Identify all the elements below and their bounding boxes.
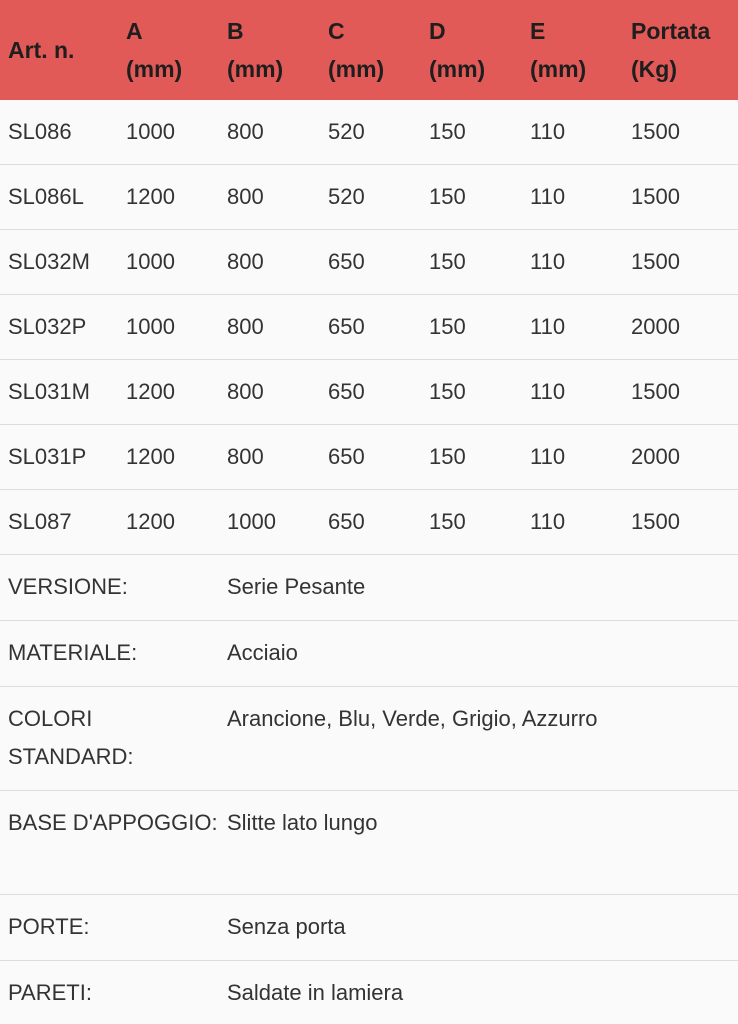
- cell-a: 1200: [118, 165, 219, 230]
- cell-d: 150: [421, 360, 522, 425]
- cell-c: 520: [328, 119, 365, 144]
- cell-portata: 1500: [623, 490, 738, 555]
- header-label: C: [328, 18, 345, 44]
- cell-c: 650: [320, 425, 421, 490]
- cell-b: 800: [219, 230, 320, 295]
- property-value: Serie Pesante: [219, 555, 738, 621]
- table-header-row: [0, 0, 738, 100]
- header-unit: (mm): [126, 56, 183, 82]
- cell-a: 1000: [118, 295, 219, 360]
- table-row: [0, 230, 738, 295]
- property-row-base: [0, 791, 738, 895]
- header-unit: (mm): [429, 56, 486, 82]
- cell-d: 150: [421, 490, 522, 555]
- header-unit: (mm): [328, 56, 385, 82]
- property-label: PORTE:: [0, 895, 219, 961]
- header-label: D: [429, 18, 446, 44]
- header-label: Art. n.: [8, 37, 75, 63]
- cell-e: 110: [522, 425, 623, 490]
- header-unit: (mm): [227, 56, 284, 82]
- cell-d: 150: [421, 295, 522, 360]
- property-row-colori: [0, 687, 738, 791]
- cell-e: 110: [522, 230, 623, 295]
- property-row-pareti: [0, 961, 738, 1024]
- property-label: MATERIALE:: [0, 621, 219, 687]
- cell-d: 150: [421, 230, 522, 295]
- property-value: Arancione, Blu, Verde, Grigio, Azzurro: [219, 687, 738, 791]
- cell-a: 1200: [118, 360, 219, 425]
- cell-portata: 2000: [623, 425, 738, 490]
- table-row: [0, 360, 738, 425]
- cell-portata: 1500: [623, 165, 738, 230]
- cell-article: SL086: [8, 119, 72, 144]
- header-label: E: [530, 18, 546, 44]
- cell-article: SL086L: [0, 165, 118, 230]
- cell-article: SL031P: [0, 425, 118, 490]
- header-unit: (Kg): [631, 56, 677, 82]
- cell-c: 650: [320, 490, 421, 555]
- property-value: Senza porta: [219, 895, 738, 961]
- property-label: PARETI:: [0, 961, 219, 1024]
- property-value: Slitte lato lungo: [219, 791, 738, 895]
- property-value: Acciaio: [219, 621, 738, 687]
- header-label: B: [227, 18, 244, 44]
- cell-portata: 2000: [623, 295, 738, 360]
- cell-b: 800: [219, 165, 320, 230]
- property-row-materiale: [0, 621, 738, 687]
- cell-article: SL031M: [0, 360, 118, 425]
- cell-e: 110: [522, 490, 623, 555]
- cell-a: 1000: [118, 230, 219, 295]
- cell-e: 110: [522, 165, 623, 230]
- cell-e: 110: [530, 119, 566, 144]
- cell-a: 1200: [118, 425, 219, 490]
- property-row-porte: [0, 895, 738, 961]
- cell-article: SL032M: [0, 230, 118, 295]
- cell-b: 800: [227, 119, 264, 144]
- cell-d: 150: [421, 425, 522, 490]
- cell-d: 150: [421, 165, 522, 230]
- header-art-n: [0, 0, 118, 100]
- cell-b: 800: [219, 360, 320, 425]
- header-label: A: [126, 18, 143, 44]
- cell-d: 150: [429, 119, 466, 144]
- header-d: [421, 0, 522, 100]
- header-a: [118, 0, 219, 100]
- cell-b: 800: [219, 295, 320, 360]
- property-label: VERSIONE:: [0, 555, 219, 621]
- cell-portata: 1500: [623, 360, 738, 425]
- header-b: [219, 0, 320, 100]
- header-label: Portata: [631, 18, 711, 44]
- table-row: [0, 425, 738, 490]
- cell-c: 650: [320, 230, 421, 295]
- property-row-versione: [0, 555, 738, 621]
- cell-portata: 1500: [623, 230, 738, 295]
- cell-b: 1000: [219, 490, 320, 555]
- header-unit: (mm): [530, 56, 587, 82]
- cell-article: SL087: [0, 490, 118, 555]
- table-row: [0, 100, 738, 165]
- cell-c: 650: [320, 360, 421, 425]
- cell-c: 650: [320, 295, 421, 360]
- property-label: COLORI STANDARD:: [0, 687, 219, 791]
- cell-e: 110: [522, 360, 623, 425]
- table-row: [0, 295, 738, 360]
- header-e: [522, 0, 623, 100]
- table-row: [0, 490, 738, 555]
- header-c: [320, 0, 421, 100]
- property-value: Saldate in lamiera: [219, 961, 738, 1024]
- header-portata: [623, 0, 738, 100]
- cell-a: 1200: [118, 490, 219, 555]
- table-row: [0, 165, 738, 230]
- cell-article: SL032P: [0, 295, 118, 360]
- cell-portata: 1500: [631, 119, 680, 144]
- cell-a: 1000: [126, 119, 175, 144]
- property-label: BASE D'APPOGGIO:: [0, 791, 219, 895]
- cell-b: 800: [219, 425, 320, 490]
- cell-e: 110: [522, 295, 623, 360]
- cell-c: 520: [320, 165, 421, 230]
